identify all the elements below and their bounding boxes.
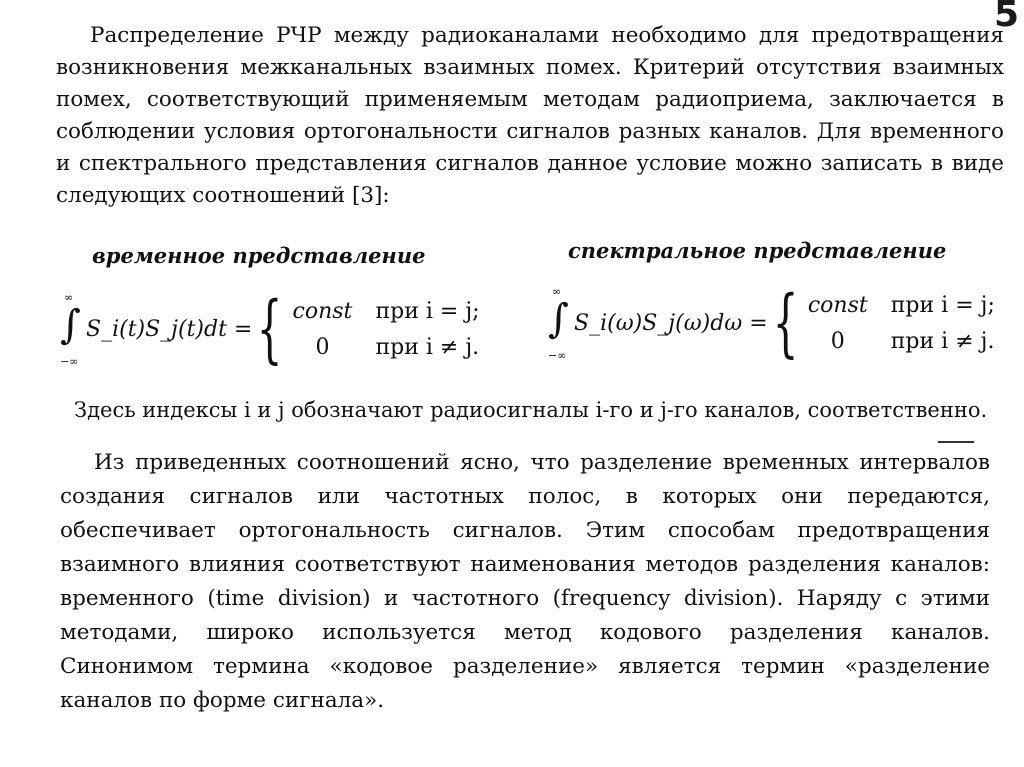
case1-condition: при i = j; [890, 292, 995, 318]
case2-condition: при i ≠ j. [890, 328, 995, 354]
formula-time [60, 286, 480, 372]
heading-spectral-representation: спектральное представление [568, 238, 947, 263]
case2-value: 0 [830, 328, 845, 354]
integral-upper-limit: ∞ [64, 291, 74, 304]
formula-spectral-cases [803, 287, 995, 359]
paragraph-conclusion [60, 446, 990, 718]
integral-sign: ∞ ∫ −∞ [60, 291, 81, 368]
paragraph-conclusion-text: Из приведенных соотношений ясно, что разделение временных интервалов создания сигналов или частотных полос, в которых они передаются, обеспечивает ортогональность сигналов. Этим способам предотвращения взаимного влияния соответствуют наименования методов разделения каналов: временного (time division) и частотного (frequency division). Наряду с этими методами, широко используется метод кодового разделения каналов. Синонимом термина «кодовое разделение» является термин «разделение каналов по форме сигнала». [60, 450, 990, 713]
integral-upper-limit: ∞ [552, 285, 562, 298]
integral-lower-limit: −∞ [60, 355, 79, 368]
formula-time-integrand: S_i(t)S_j(t)dt = [86, 316, 253, 342]
formula-spectral-integrand: S_i(ω)S_j(ω)dω = [574, 310, 768, 336]
integral-lower-limit: −∞ [548, 349, 567, 362]
divider [938, 441, 974, 443]
case2-value: 0 [315, 334, 330, 360]
paragraph-intro [56, 20, 1004, 212]
integral-sign: ∞ ∫ −∞ [548, 285, 569, 362]
heading-time-representation: временное представление [92, 243, 426, 268]
left-brace: { [256, 286, 283, 372]
case1-value: const [807, 292, 868, 318]
formula-time-cases [287, 293, 479, 365]
case1-condition: при i = j; [375, 298, 480, 324]
case2-condition: при i ≠ j. [375, 334, 480, 360]
formula-spectral [548, 280, 995, 366]
slide-number: 5 [993, 0, 1018, 35]
case1-value: const [292, 298, 353, 324]
left-brace: { [772, 280, 799, 366]
index-caption: Здесь индексы i и j обозначают радиосигналы i-го и j-го каналов, соответственно. [74, 398, 988, 422]
paragraph-intro-text: Распределение РЧР между радиоканалами необходимо для предотвращения возникновения межканальных взаимных помех. Критерий отсутствия взаимных помех, соответствующий применяемым методам радиоприема, заключается в соблюдении условия ортогональности сигналов разных каналов. Для временного и спектрального представления сигналов данное условие можно записать в виде следующих соотношений [3]: [56, 23, 1004, 208]
